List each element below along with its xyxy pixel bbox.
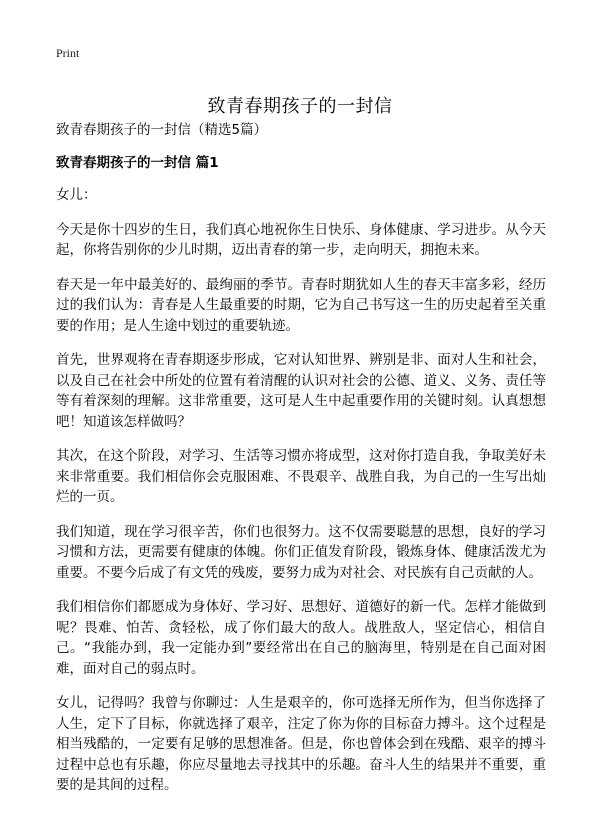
print-label[interactable]: Print [56, 46, 80, 60]
paragraph-3: 首先，世界观将在青春期逐步形成，它对认知世界、辨别是非、面对人生和社会，以及自己在社会中所处的位置有着清醒的认识对社会的公德、道义、义务、责任等等有着深刻的理解。这非常重要，这可是人生中起重要作用的关键时刻。认真想想吧！知道该怎样做吗？ [56, 352, 546, 430]
page-title: 致青春期孩子的一封信 [207, 96, 393, 118]
paragraph-1: 今天是你十四岁的生日，我们真心地祝你生日快乐、身体健康、学习进步。从今天起，你将告别你的少儿时期，迈出青春的第一步，走向明天，拥抱未来。 [56, 221, 546, 258]
paragraph-4: 其次，在这个阶段，对学习、生活等习惯亦将成型，这对你打造自我，争取美好未来非常重要。我们相信你会克服困难、不畏艰辛、战胜自我，为自己的一生写出灿烂的一页。 [56, 448, 546, 505]
section-heading: 致青春期孩子的一封信 篇1 [56, 154, 219, 171]
paragraph-5: 我们知道，现在学习很辛苦，你们也很努力。这不仅需要聪慧的思想，良好的学习习惯和方法，更需要有健康的体魄。你们正值发育阶段，锻炼身体、健康活泼尤为重要。不要今后成了有文凭的残废，要努力成为对社会、对民族有自己贡献的人。 [56, 523, 546, 581]
document-subtitle: 致青春期孩子的一封信（精选5篇） [56, 122, 268, 138]
paragraph-6: 我们相信你们都愿成为身体好、学习好、思想好、道德好的新一代。怎样才能做到呢？畏难、怕苦、贪轻松，成了你们最大的敌人。战胜敌人，坚定信心，相信自己。“我能办到，我一定能办到”要经常出在自己的脑海里，特别是在自己面对困难，面对自己的弱点时。 [56, 599, 546, 677]
paragraph-7: 女儿，记得吗？我曾与你聊过：人生是艰辛的，你可选择无所作为，但当你选择了人生，定下了目标，你就选择了艰辛，注定了你为你的目标奋力搏斗。这个过程是相当残酷的，一定要有足够的思想准备。但是，你也曾体会到在残酷、艰辛的搏斗过程中总也有乐趣，你应尽量地去寻找其中的乐趣。奋斗人生的结果并不重要，重要的是其间的过程。 [56, 695, 546, 793]
document-body [56, 120, 546, 810]
paragraph-2: 春天是一年中最美好的、最绚丽的季节。青春时期犹如人生的春天丰富多彩，经历过的我们认为：青春是人生最重要的时期，它为自己书写这一生的历史起着至关重要的作用；是人生途中划过的重要轨迹。 [56, 276, 546, 334]
greeting: 女儿： [56, 187, 97, 203]
